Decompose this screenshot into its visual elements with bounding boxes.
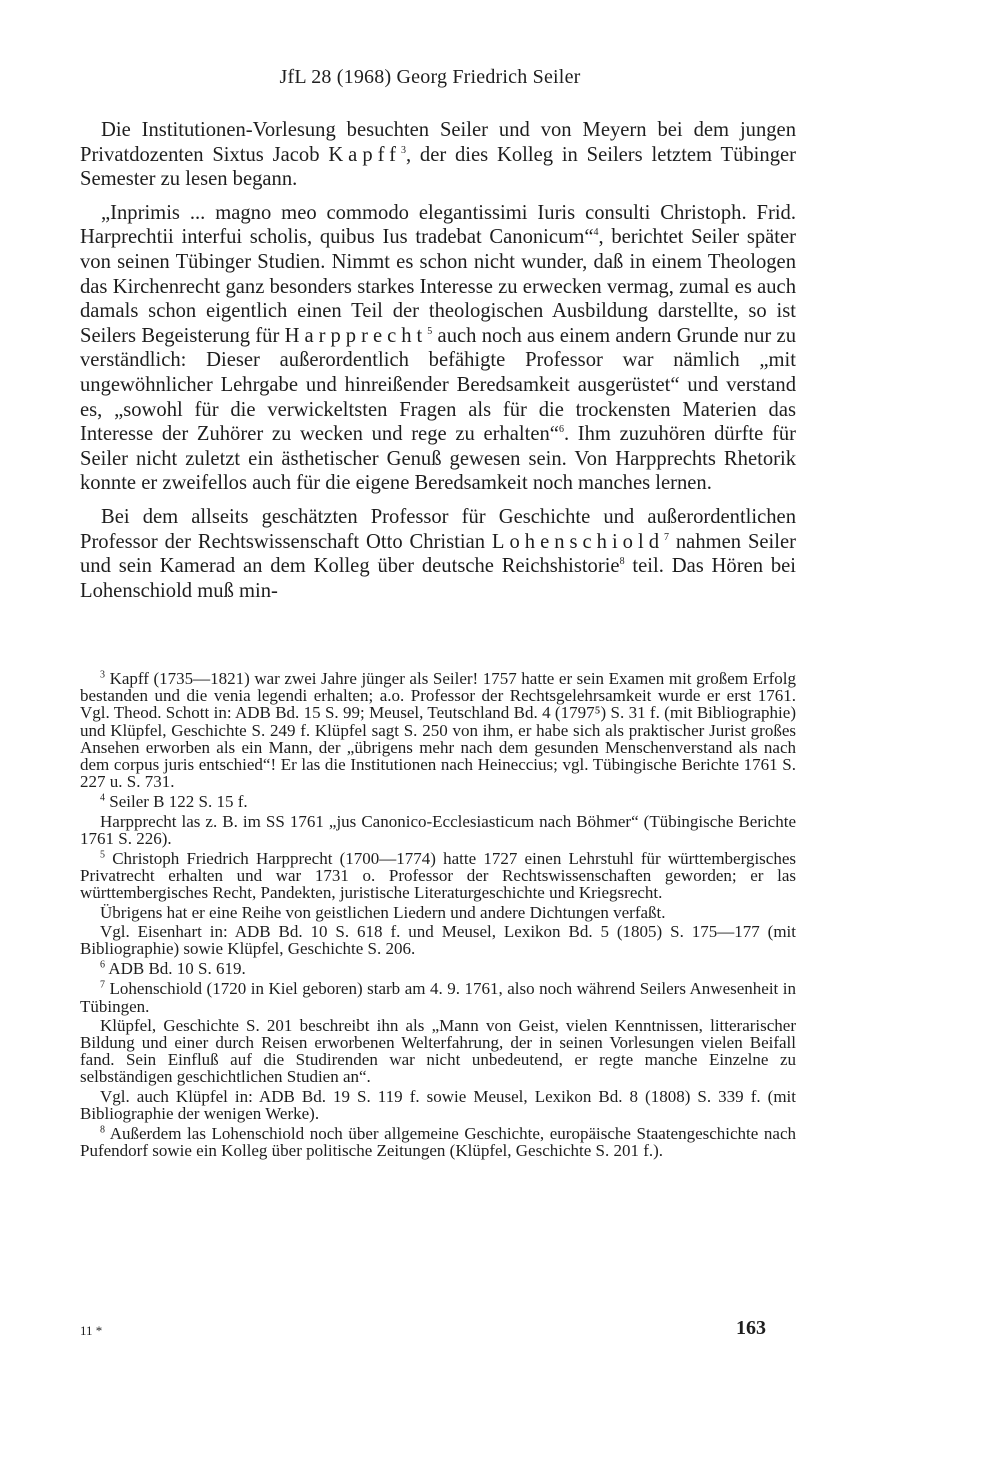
- footnote: [80, 923, 796, 957]
- footnote-text: Seiler B 122 S. 15 f.: [109, 792, 248, 812]
- signature-mark: 11 *: [80, 1323, 103, 1338]
- footnote-number: 7: [100, 979, 105, 991]
- footnote-ref: 6: [558, 424, 564, 436]
- footnote-number: 5: [100, 849, 105, 861]
- spaced-name: Lohenschiold: [491, 530, 664, 553]
- text-run: auch noch aus einem andern Grunde nur zu verständlich: Dieser außerordentlich befähigte Professor war nämlich „mit ungewöhnlicher Lehrgabe und hinreißender Beredsamkeit ausgerüstet“ und verstand es, „sowohl für die verwickeltsten Fragen als für die trockensten Materien das Interesse der Zuhörer zu wecken und rege zu erhalten“: [80, 324, 796, 446]
- body-paragraph: [80, 505, 796, 603]
- footnote-ref: 8: [619, 556, 625, 568]
- text-run: Bei dem allseits geschätzten Professor für Geschichte und außerordentlichen Professor der Rechtswissenschaft Otto Christian: [80, 505, 796, 553]
- footnote: [80, 1088, 796, 1122]
- footnote-ref: 4: [593, 227, 599, 239]
- text-run: Die Institutionen-Vorlesung besuchten Seiler und von Meyern bei dem jungen Privatdozenten Sixtus Jacob: [80, 119, 796, 166]
- footnote: [80, 980, 796, 1014]
- page-number: 163: [736, 1317, 766, 1339]
- footnote-text: Christoph Friedrich Harpprecht (1700—1774) hatte 1727 einen Lehrstuhl für württembergisches Privatrecht erhalten und war 1731 o. Professor der Rechtswissenschaften geworden; er las württembergisches Recht, Pandekten, juristische Literaturgeschichte und Kriegsrecht.: [80, 849, 796, 903]
- text-run: nahmen Seiler und sein Kamerad an dem Kolleg über deutsche Reichshistorie: [80, 530, 796, 578]
- footnote-text: Lohenschiold (1720 in Kiel geboren) starb am 4. 9. 1761, also noch während Seilers Anwesenheit in Tübingen.: [80, 979, 797, 1016]
- footnote-ref: 3: [400, 144, 406, 156]
- footnote-number: 8: [100, 1124, 105, 1136]
- main-text: [80, 118, 796, 612]
- text-run: , der dies Kolleg in Seilers letztem Tübinger Semester zu lesen begann.: [80, 143, 796, 191]
- spaced-name: Kapff: [328, 143, 401, 166]
- footnote-text: Vgl. auch Klüpfel in: ADB Bd. 19 S. 119 f. sowie Meusel, Lexikon Bd. 8 (1808) S. 339 f. (mit Bibliographie der wenigen Werke).: [80, 1086, 796, 1123]
- footnotes: [80, 670, 796, 1162]
- footnote: [80, 850, 796, 902]
- footnote: [80, 813, 796, 847]
- footnote-text: ADB Bd. 10 S. 619.: [108, 959, 246, 979]
- footnote-number: 4: [100, 792, 105, 804]
- footnote: [80, 904, 796, 921]
- body-paragraph: [80, 201, 796, 496]
- text-run: teil. Das Hören bei Lohenschiold muß min-: [80, 555, 796, 602]
- footnote-number: 3: [100, 669, 105, 681]
- footnote-text: Übrigens hat er eine Reihe von geistlichen Liedern und andere Dichtungen verfaßt.: [100, 902, 666, 922]
- footnote: [80, 1017, 796, 1086]
- running-header: JfL 28 (1968) Georg Friedrich Seiler: [279, 66, 581, 88]
- footnote-ref: 5: [427, 325, 433, 337]
- body-paragraph: [80, 118, 796, 192]
- footnote-text: Außerdem las Lohenschiold noch über allgemeine Geschichte, europäische Staatengeschichte nach Pufendorf sowie ein Kolleg über politische Zeitungen (Klüpfel, Geschichte S. 201 f.).: [80, 1124, 797, 1161]
- text-run: „Inprimis ... magno meo commodo elegantissimi Iuris consulti Christoph. Frid. Harprechtii interfui scholis, quibus Ius tradebat Canonicum“: [80, 201, 796, 249]
- footnote-number: 6: [100, 959, 105, 971]
- footnote: [80, 960, 796, 977]
- footnote-text: Harpprecht las z. B. im SS 1761 „jus Canonico-Ecclesiasticum nach Böhmer“ (Tübingische Berichte 1761 S. 226).: [80, 811, 796, 848]
- footnote: [80, 793, 796, 810]
- text-run: . Ihm zuzuhören dürfte für Seiler nicht zuletzt ein ästhetischer Genuß gewesen sein. Von Harpprechts Rhetorik konnte er zweifellos auch für die eigene Beredsamkeit noch manches lernen.: [80, 423, 796, 495]
- spaced-name: Harpprecht: [284, 324, 428, 347]
- footnote-text: Klüpfel, Geschichte S. 201 beschreibt ihn als „Mann von Geist, vielen Kenntnissen, litterarischer Bildung und einer durch Reisen erworbenen Welterfahrung, der in seinen Vorlesungen vielen Beifall fand. Sein Einfluß auf die Studirenden war nicht unbedeutend, er regte manche Einzelne zu selbständigen geschichtlichen Studien an“.: [80, 1015, 796, 1087]
- footnote: [80, 1125, 796, 1159]
- footnote-text: Kapff (1735—1821) war zwei Jahre jünger als Seiler! 1757 hatte er sein Examen mit großem Erfolg bestanden und die venia legendi erhalten; a.o. Professor der Rechtsgelehrsamkeit wurde er erst 1761. Vgl. Theod. Schott in: ADB Bd. 15 S. 99; Meusel, Teutschland Bd. 4 (1797⁵) S. 31 f. (mit Bibliographie) und Klüpfel, Geschichte S. 249 f. Klüpfel sagt S. 250 von ihm, er habe sich als praktischer Jurist großes Ansehen erworben als ein Mann, der „übrigens mehr nach dem gesunden Menschenverstand als nach dem corpus juris entschied“! Er las die Institutionen nach Heineccius; vgl. Tübingische Berichte 1761 S. 227 u. S. 731.: [80, 669, 796, 792]
- footnote: [80, 670, 796, 790]
- text-run: , berichtet Seiler später von seinen Tübinger Studien. Nimmt es schon nicht wunder, daß in einem Theologen das Kirchenrecht ganz besonders starkes Interesse zu erwecken vermag, zumal es auch damals schon eigentlich einen Teil der theologischen Ausbildung darstellte, so ist Seilers Begeisterung für: [80, 226, 797, 347]
- footnote-text: Vgl. Eisenhart in: ADB Bd. 10 S. 618 f. und Meusel, Lexikon Bd. 5 (1805) S. 175—177 (mit Bibliographie) sowie Klüpfel, Geschichte S. 206.: [80, 921, 796, 959]
- footnote-ref: 7: [664, 531, 669, 543]
